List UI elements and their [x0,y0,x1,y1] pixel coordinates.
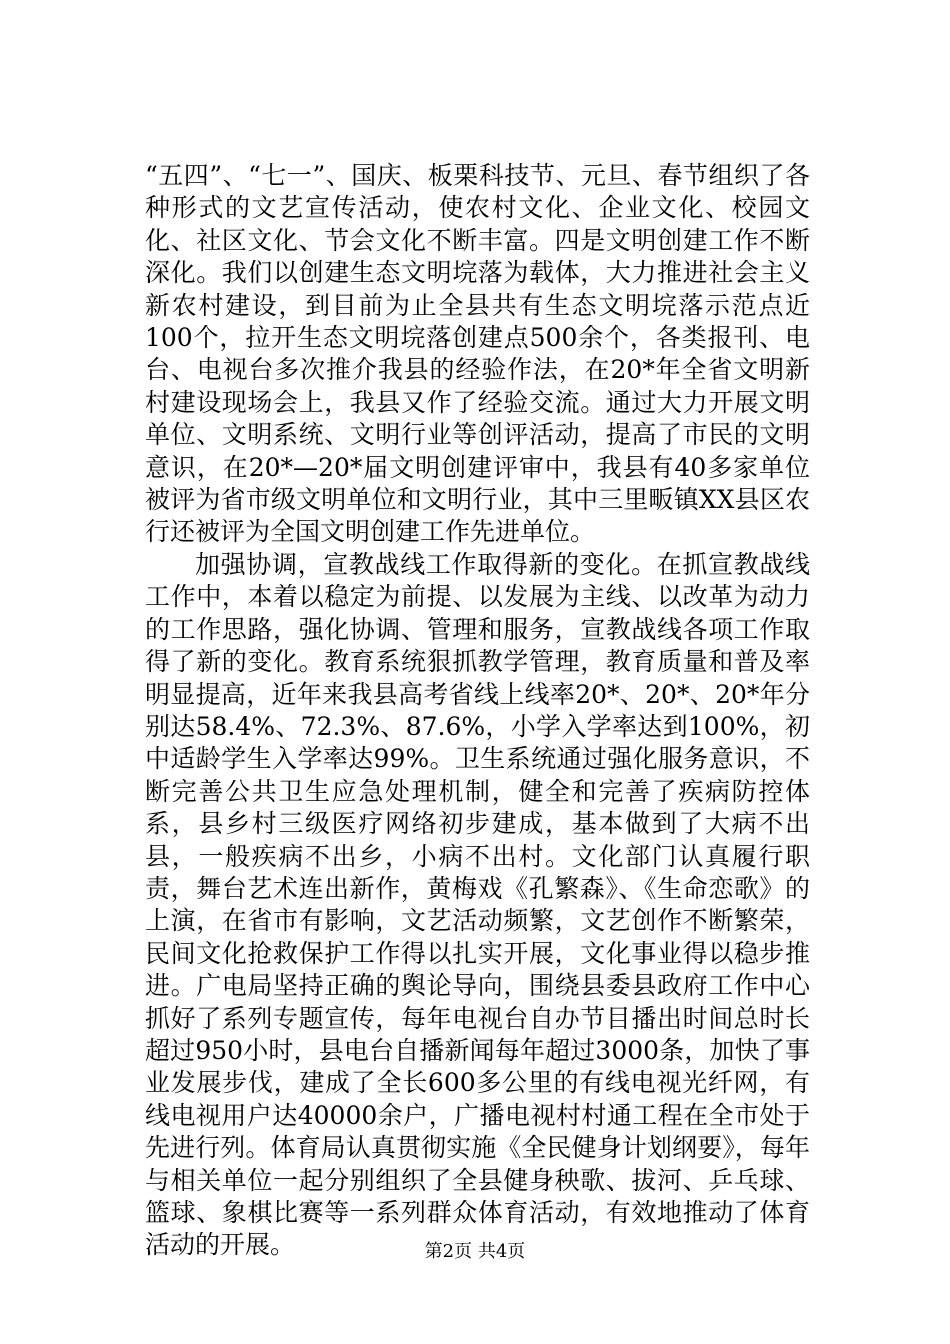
page-number-footer: 第2页 共4页 [424,1241,526,1262]
paragraph-propaganda-coordination: 加强协调，宣教战线工作取得新的变化。在抓宣教战线工作中，本着以稳定为前提、以发展为主线、以改革为动力的工作思路，强化协调、管理和服务，宣教战线各项工作取得了新的变化。教育系统狠抓教学管理，教育质量和普及率明显提高，近年来我县高考省线上线率20*、20*、20*年分别达58.4%、72.3%、87.6%，小学入学率达到100%，初中适龄学生入学率达99%。卫生系统通过强化服务意识，不断完善公共卫生应急处理机制，健全和完善了疾病防控体系，县乡村三级医疗网络初步建成，基本做到了大病不出县，一般疾病不出乡，小病不出村。文化部门认真履行职责，舞台艺术连出新作，黄梅戏《孔繁森》、《生命恋歌》的上演，在省市有影响，文艺活动频繁，文艺创作不断繁荣，民间文化抢救保护工作得以扎实开展，文化事业得以稳步推进。广电局坚持正确的舆论导向，围绕县委县政府工作中心抓好了系列专题宣传，每年电视台自办节目播出时间总时长超过950小时，县电台自播新闻每年超过3000条，加快了事业发展步伐，建成了全长600多公里的有线电视光纤网，有线电视用户达40000余户，广播电视村村通工程在全市处于先进行列。体育局认真贯彻实施《全民健身计划纲要》，每年与相关单位一起分别组织了全县健身秧歌、拔河、乒乓球、篮球、象棋比赛等一系列群众体育活动，有效地推动了体育活动的开展。 [145,549,810,1260]
paragraph-continued: “五四”、“七一”、国庆、板栗科技节、元旦、春节组织了各种形式的文艺宣传活动，使农村文化、企业文化、校园文化、社区文化、节会文化不断丰富。四是文明创建工作不断深化。我们以创建生态文明垸落为载体，大力推进社会主义新农村建设，到目前为止全县共有生态文明垸落示范点近100个，拉开生态文明垸落创建点500余个，各类报刊、电台、电视台多次推介我县的经验作法，在20*年全省文明新村建设现场会上，我县又作了经验交流。通过大力开展文明单位、文明系统、文明行业等创评活动，提高了市民的文明意识，在20*—20*届文明创建评审中，我县有40多家单位被评为省市级文明单位和文明行业，其中三里畈镇XX县区农行还被评为全国文明创建工作先进单位。 [145,161,810,547]
document-body [145,160,810,1262]
